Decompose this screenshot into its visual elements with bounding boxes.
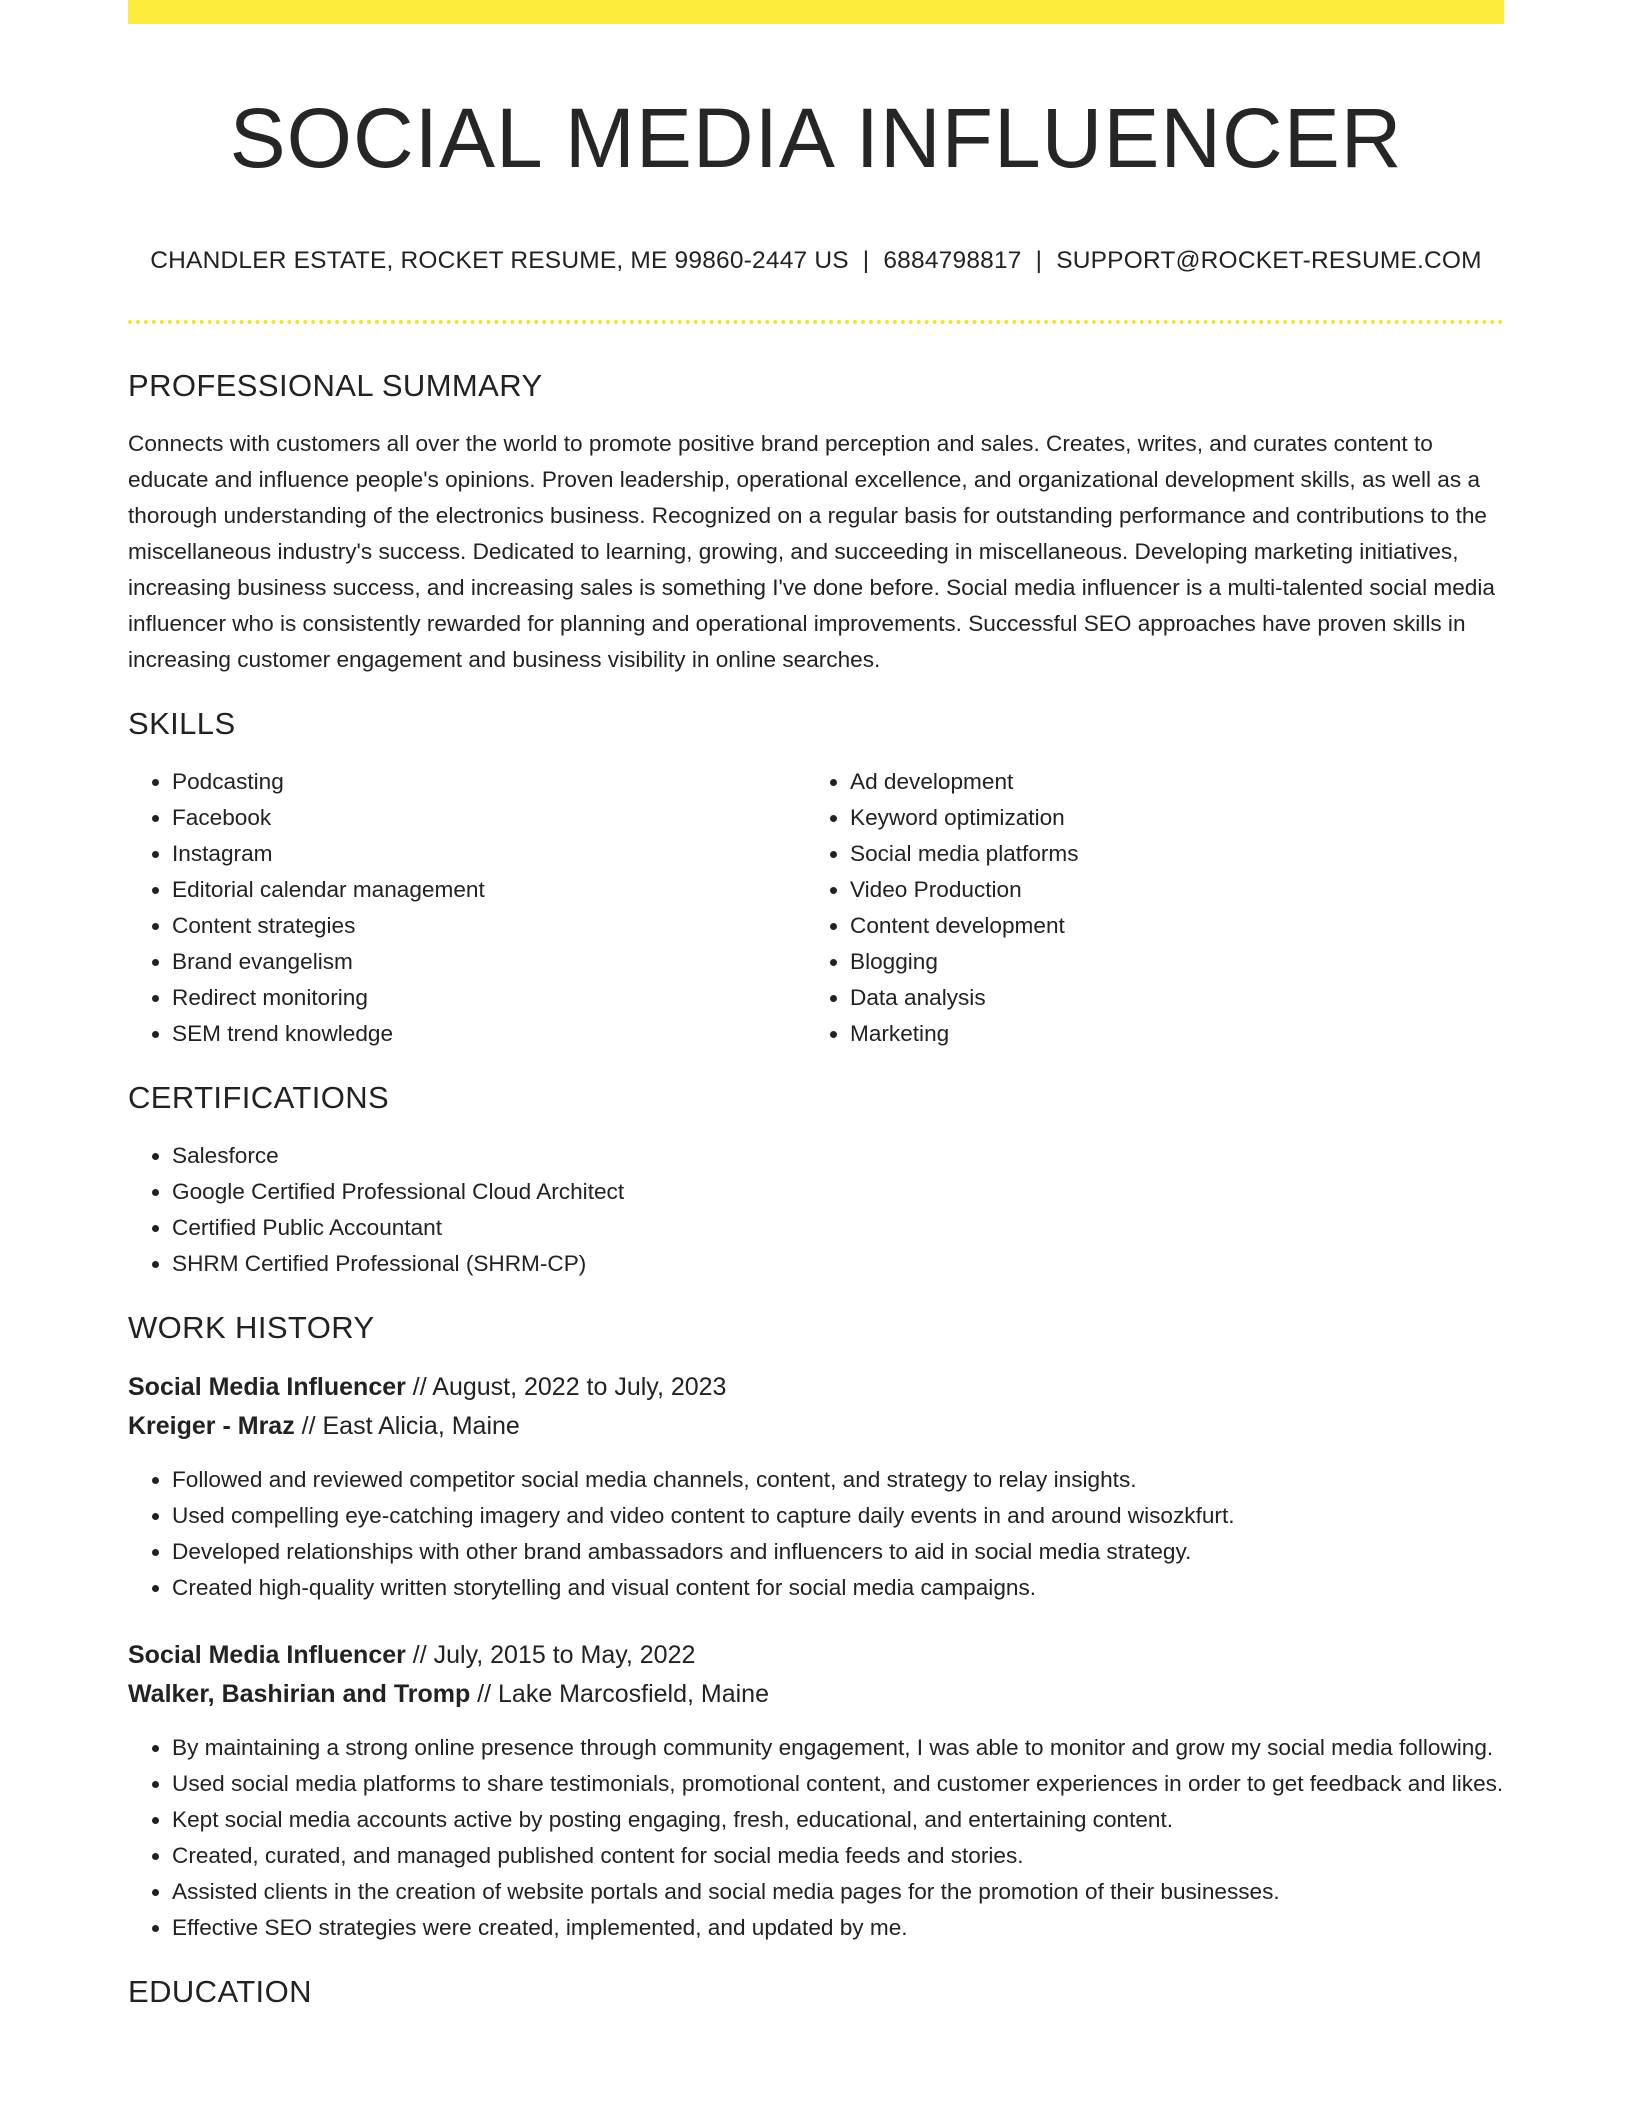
job-location: // East Alicia, Maine (294, 1412, 520, 1440)
certification-item: • SHRM Certified Professional (SHRM-CP) (172, 1246, 1504, 1282)
job-title-line (128, 1636, 1504, 1675)
job-bullet: • Effective SEO strategies were created, implemented, and updated by me. (172, 1910, 1504, 1946)
skills-list-right (806, 764, 1079, 1052)
job-bullet: • Created, curated, and managed published content for social media feeds and stories. (172, 1838, 1504, 1874)
contact-line (128, 244, 1504, 278)
job-company-line (128, 1675, 1504, 1714)
skill-item: • Data analysis (850, 980, 1079, 1016)
job-bullet: • Used compelling eye-catching imagery and video content to capture daily events in and around wisozkfurt. (172, 1498, 1504, 1534)
job-title: Social Media Influencer (128, 1373, 406, 1401)
separator: | (1035, 247, 1043, 274)
skill-item: • Instagram (172, 836, 806, 872)
dotted-divider (128, 320, 1504, 324)
job-dates: // July, 2015 to May, 2022 (405, 1641, 696, 1669)
certification-item: • Salesforce (172, 1138, 1504, 1174)
job-entry (128, 1368, 1504, 1606)
skills-list-left (128, 764, 806, 1052)
skill-item: • Podcasting (172, 764, 806, 800)
skill-item: • Content strategies (172, 908, 806, 944)
summary-heading: PROFESSIONAL SUMMARY (128, 368, 543, 403)
skill-item: • Content development (850, 908, 1079, 944)
separator: | (862, 247, 870, 274)
job-title: Social Media Influencer (128, 1641, 406, 1669)
skill-item: • Editorial calendar management (172, 872, 806, 908)
job-bullet: • Assisted clients in the creation of website portals and social media pages for the promotion of their businesses. (172, 1874, 1504, 1910)
job-company-line (128, 1407, 1504, 1446)
job-bullet: • Developed relationships with other brand ambassadors and influencers to aid in social media strategy. (172, 1534, 1504, 1570)
certification-item: • Google Certified Professional Cloud Architect (172, 1174, 1504, 1210)
job-company: Kreiger - Mraz (128, 1412, 295, 1440)
work-history-heading: WORK HISTORY (128, 1310, 375, 1345)
skill-item: • SEM trend knowledge (172, 1016, 806, 1052)
skill-item: • Facebook (172, 800, 806, 836)
accent-bar (128, 0, 1504, 24)
skills-columns (128, 764, 1504, 1052)
job-bullet: • By maintaining a strong online presence through community engagement, I was able to monitor and grow my social media following. (172, 1730, 1504, 1766)
contact-email: SUPPORT@ROCKET-RESUME.COM (1056, 247, 1482, 274)
resume-content (128, 24, 1504, 2012)
skill-item: • Ad development (850, 764, 1079, 800)
contact-phone: 6884798817 (883, 247, 1022, 274)
education-heading: EDUCATION (128, 1974, 312, 2009)
skill-item: • Keyword optimization (850, 800, 1079, 836)
skill-item: • Marketing (850, 1016, 1079, 1052)
skill-item: • Redirect monitoring (172, 980, 806, 1016)
skill-item: • Video Production (850, 872, 1079, 908)
job-company: Walker, Bashirian and Tromp (128, 1680, 471, 1708)
certification-item: • Certified Public Accountant (172, 1210, 1504, 1246)
summary-text: Connects with customers all over the world to promote positive brand perception and sales. Creates, writes, and curates content to educate and influence people's opinions. Proven leadership, operational excellence, and organizational development skills, as well as a thorough understanding of the electronics business. Recognized on a regular basis for outstanding performance and contributions to the miscellaneous industry's success. Dedicated to learning, growing, and succeeding in miscellaneous. Developing marketing initiatives, increasing business success, and increasing sales is something I've done before. Social media influencer is a multi-talented social media influencer who is consistently rewarded for planning and operational improvements. Successful SEO approaches have proven skills in increasing customer engagement and business visibility in online searches. (128, 431, 1495, 672)
contact-address: CHANDLER ESTATE, ROCKET RESUME, ME 99860-2447 US (150, 247, 849, 274)
job-entry (128, 1636, 1504, 1946)
job-bullet: • Used social media platforms to share testimonials, promotional content, and customer experiences in order to get feedback and likes. (172, 1766, 1504, 1802)
job-dates: // August, 2022 to July, 2023 (405, 1373, 727, 1401)
skill-item: • Brand evangelism (172, 944, 806, 980)
skill-item: • Social media platforms (850, 836, 1079, 872)
job-bullet: • Created high-quality written storytelling and visual content for social media campaigns. (172, 1570, 1504, 1606)
skill-item: • Blogging (850, 944, 1079, 980)
job-location: // Lake Marcosfield, Maine (470, 1680, 769, 1708)
certifications-heading: CERTIFICATIONS (128, 1080, 390, 1115)
job-title-line (128, 1368, 1504, 1407)
skills-heading: SKILLS (128, 706, 236, 741)
resume-title: SOCIAL MEDIA INFLUENCER (229, 91, 1403, 185)
job-bullets (128, 1730, 1504, 1946)
job-bullet: • Followed and reviewed competitor social media channels, content, and strategy to relay insights. (172, 1462, 1504, 1498)
job-bullet: • Kept social media accounts active by posting engaging, fresh, educational, and entertaining content. (172, 1802, 1504, 1838)
certifications-list (128, 1138, 1504, 1282)
job-bullets (128, 1462, 1504, 1606)
